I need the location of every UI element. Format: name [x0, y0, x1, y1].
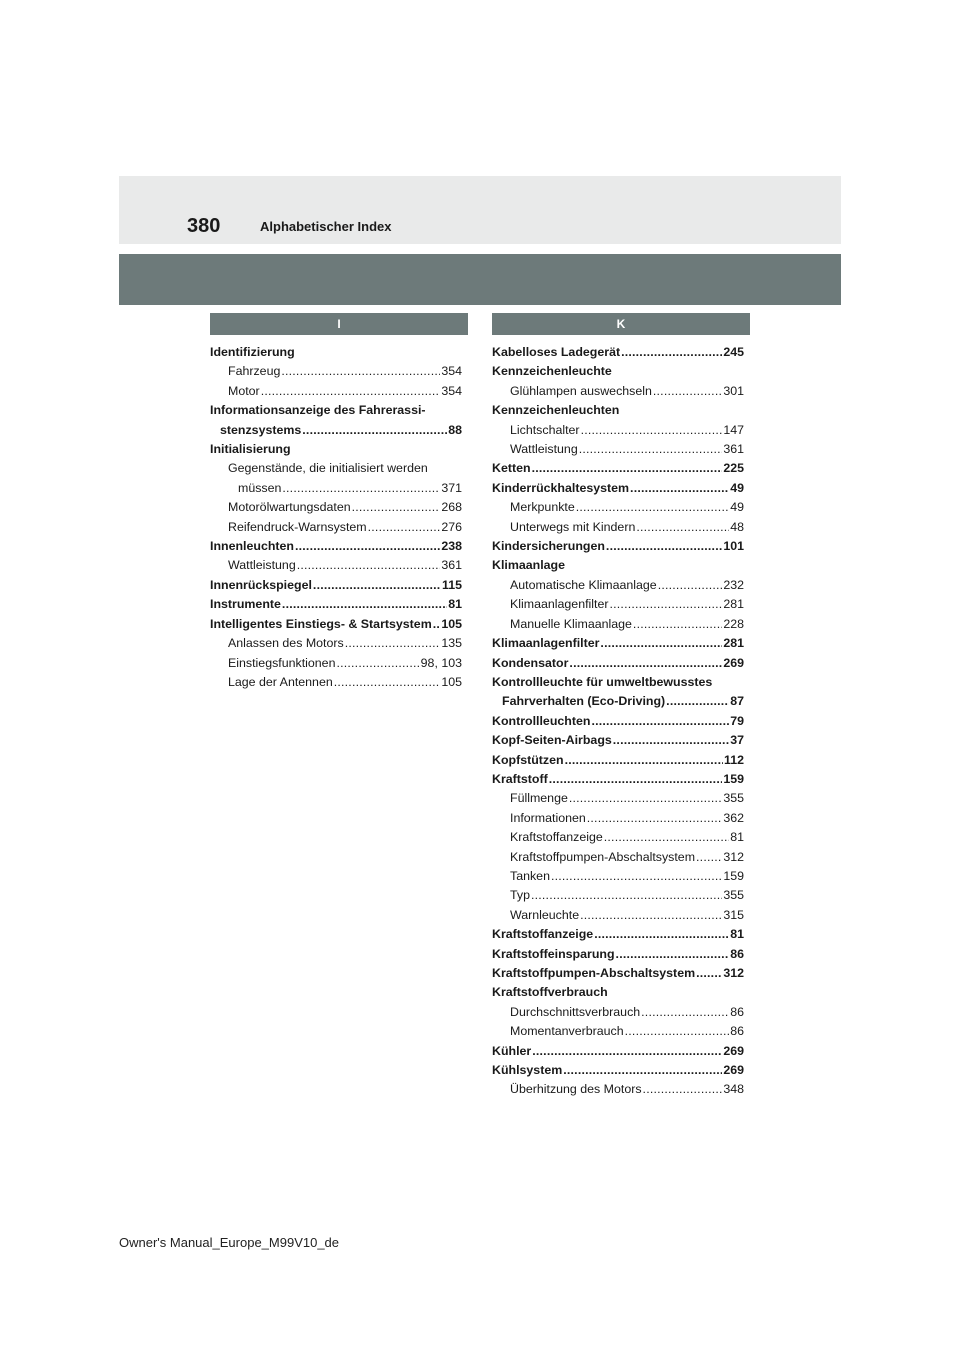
dot-leader	[281, 362, 440, 381]
index-entry	[492, 556, 744, 575]
index-entry-term: Informationsanzeige des Fahrerassi-	[210, 403, 426, 418]
index-entry	[492, 712, 744, 731]
letter-heading-i: I	[210, 313, 468, 335]
index-entry-page: 245	[723, 345, 744, 359]
index-entry	[492, 421, 744, 440]
index-entry-page: 355	[723, 791, 744, 806]
dot-leader	[600, 634, 722, 653]
index-entry-term: Motorölwartungsdaten	[228, 500, 351, 515]
dot-leader	[616, 945, 730, 964]
index-entry-term: Kindersicherungen	[492, 539, 605, 554]
index-entry-term: Wattleistung	[510, 442, 578, 457]
index-entry	[492, 964, 744, 983]
dot-leader	[653, 382, 722, 401]
index-entry-term: Momentanverbrauch	[510, 1024, 624, 1039]
index-entry-term: Kennzeichenleuchte	[492, 364, 612, 379]
index-entry-page: 98, 103	[420, 655, 462, 670]
index-entry	[492, 789, 744, 808]
dot-leader	[610, 595, 723, 614]
index-entry-page: 281	[723, 636, 744, 651]
dot-leader	[563, 1061, 722, 1080]
index-entry	[210, 537, 462, 556]
index-entry-page: 87	[730, 694, 744, 709]
index-entry-page: 312	[723, 849, 744, 864]
index-entry-term: Kraftstoffpumpen-Abschaltsystem	[510, 849, 696, 864]
index-entry-page: 354	[441, 383, 462, 398]
dot-leader	[576, 498, 729, 517]
index-entry-page: 81	[448, 597, 462, 612]
dot-leader	[594, 925, 729, 944]
index-entry-page: 105	[441, 616, 462, 631]
index-entry	[210, 634, 462, 653]
index-entry-page: 81	[730, 927, 744, 942]
dot-leader	[630, 479, 729, 498]
dot-leader	[297, 556, 441, 575]
index-entry-page: 86	[730, 1004, 744, 1019]
index-entry-term: stenzsystems	[220, 422, 302, 437]
index-entry-page: 88	[448, 422, 462, 437]
index-entry-term: Merkpunkte	[510, 500, 575, 515]
index-entry-page: 238	[441, 539, 462, 554]
index-entry	[492, 906, 744, 925]
index-entry-term: Informationen	[510, 810, 586, 825]
index-entry	[492, 576, 744, 595]
index-entry-page: 112	[724, 752, 744, 767]
dot-leader	[295, 537, 440, 556]
index-entry-term: Fahrzeug	[228, 364, 281, 379]
dot-leader	[531, 886, 722, 905]
index-entry-page: 159	[723, 771, 744, 786]
index-entry-term: Initialisierung	[210, 442, 291, 457]
index-entry	[492, 692, 744, 711]
index-entry-page: 281	[723, 597, 744, 612]
index-entry	[492, 809, 744, 828]
index-entry-term: Reifendruck-Warnsystem	[228, 519, 367, 534]
index-entry	[492, 828, 744, 847]
index-entry-page: 361	[723, 442, 744, 457]
page-number: 380	[187, 215, 221, 237]
dot-leader	[641, 1003, 729, 1022]
index-entry	[492, 1042, 744, 1061]
index-entry	[492, 459, 744, 478]
index-entry-term: Kondensator	[492, 655, 569, 670]
dot-leader	[613, 731, 729, 750]
index-entry	[210, 479, 462, 498]
index-entry	[492, 1061, 744, 1080]
index-entry-page: 232	[723, 577, 744, 592]
index-entry-term: Identifizierung	[210, 345, 295, 359]
index-entry-page: 315	[723, 907, 744, 922]
dot-leader	[532, 1042, 722, 1061]
index-entry	[492, 537, 744, 556]
index-entry-page: 135	[441, 636, 462, 651]
index-entry	[210, 401, 462, 420]
index-entry-term: Kopf-Seiten-Airbags	[492, 733, 612, 748]
index-entry-page: 362	[723, 810, 744, 825]
index-entry-term: Intelligentes Einstiegs- & Startsystem	[210, 616, 432, 631]
index-entry	[210, 673, 462, 692]
index-entry-page: 312	[723, 966, 744, 980]
index-entry-term: Kraftstoffanzeige	[492, 927, 594, 942]
index-entry-term: Lage der Antennen	[228, 674, 333, 689]
index-entry	[492, 479, 744, 498]
index-entry	[492, 751, 744, 770]
index-entry-page: 81	[730, 830, 744, 845]
index-entry	[492, 518, 744, 537]
index-entry-term: Kühler	[492, 1043, 532, 1058]
index-entry	[210, 362, 462, 381]
dot-leader	[696, 964, 722, 983]
index-entry-term: müssen	[238, 480, 282, 495]
index-entry	[492, 498, 744, 517]
index-entry	[492, 634, 744, 653]
dot-leader	[579, 440, 723, 459]
index-entry-term: Manuelle Klimaanlage	[510, 616, 632, 631]
dot-leader	[551, 867, 722, 886]
index-entry-page: 86	[730, 1024, 744, 1039]
index-entry-page: 49	[730, 500, 744, 515]
index-entry	[210, 498, 462, 517]
index-entry	[492, 401, 744, 420]
index-entry-term: Durchschnittsverbrauch	[510, 1004, 641, 1019]
index-entry-term: Kopfstützen	[492, 752, 564, 767]
index-entry	[492, 925, 744, 944]
dot-leader	[643, 1080, 723, 1099]
dot-leader	[604, 828, 729, 847]
index-entry	[210, 615, 462, 634]
dot-leader	[313, 576, 441, 595]
index-entry-term: Instrumente	[210, 597, 281, 612]
index-entry-term: Innenrückspiegel	[210, 577, 312, 592]
index-entry-term: Kennzeichenleuchten	[492, 403, 620, 418]
dot-leader	[587, 809, 723, 828]
dot-leader	[636, 518, 729, 537]
index-entry	[492, 1080, 744, 1099]
dot-leader	[591, 712, 729, 731]
index-entry	[210, 343, 462, 362]
dot-leader	[345, 634, 441, 653]
dot-leader	[261, 382, 441, 401]
index-entry	[210, 654, 462, 673]
index-entry-term: Kühlsystem	[492, 1063, 563, 1078]
index-entry	[492, 654, 744, 673]
dot-leader	[282, 479, 440, 498]
index-entry-page: 49	[730, 480, 744, 495]
index-entry	[492, 1003, 744, 1022]
index-entry	[492, 770, 744, 789]
dot-leader	[625, 1022, 730, 1041]
index-entry-page: 355	[723, 888, 744, 903]
dot-leader	[302, 421, 447, 440]
dot-leader	[532, 459, 723, 478]
header-band	[119, 176, 841, 244]
index-entry	[210, 576, 462, 595]
index-entry-term: Wattleistung	[228, 558, 296, 573]
index-entry	[210, 595, 462, 614]
index-entry-page: 348	[723, 1082, 744, 1097]
index-entry	[210, 440, 462, 459]
index-entry	[492, 731, 744, 750]
index-entry	[210, 518, 462, 537]
index-entry	[210, 459, 462, 478]
dot-leader	[549, 770, 723, 789]
index-entry-page: 228	[723, 616, 744, 631]
index-entry-term: Kontrollleuchten	[492, 713, 591, 728]
dot-leader	[666, 692, 729, 711]
dot-leader	[696, 848, 722, 867]
index-entry-page: 269	[723, 655, 744, 670]
index-entry	[492, 615, 744, 634]
index-entry-term: Kraftstoffanzeige	[510, 830, 603, 845]
index-entry-page: 225	[723, 461, 744, 476]
index-column-left	[210, 343, 462, 692]
index-entry-page: 268	[441, 500, 462, 515]
dot-leader	[433, 615, 441, 634]
index-entry-page: 37	[730, 733, 744, 748]
index-entry-page: 276	[441, 519, 462, 534]
dot-leader	[580, 906, 722, 925]
index-entry	[492, 673, 744, 692]
index-entry-term: Kraftstoffeinsparung	[492, 946, 615, 961]
dot-leader	[336, 654, 419, 673]
dot-leader	[352, 498, 441, 517]
index-entry-term: Glühlampen auswechseln	[510, 383, 652, 398]
dot-leader	[565, 751, 723, 770]
index-entry-page: 269	[723, 1043, 744, 1058]
dot-leader	[282, 595, 447, 614]
index-entry-term: Kontrollleuchte für umweltbewusstes	[492, 674, 713, 689]
index-entry-term: Überhitzung des Motors	[510, 1082, 642, 1097]
index-entry	[210, 421, 462, 440]
index-entry-page: 101	[723, 539, 744, 554]
index-entry-term: Anlassen des Motors	[228, 636, 344, 651]
dot-leader	[569, 654, 722, 673]
index-entry-term: Kraftstoff	[492, 771, 548, 786]
index-entry	[492, 945, 744, 964]
index-entry-term: Innenleuchten	[210, 539, 294, 554]
index-entry-page: 361	[441, 558, 462, 573]
index-entry-term: Füllmenge	[510, 791, 568, 806]
index-entry-page: 105	[441, 674, 462, 689]
index-column-right	[492, 343, 744, 1100]
index-entry-page: 147	[723, 422, 744, 437]
section-title: Alphabetischer Index	[260, 219, 392, 234]
index-entry	[492, 867, 744, 886]
index-entry	[492, 595, 744, 614]
index-entry-page: 159	[723, 868, 744, 883]
index-entry-term: Einstiegsfunktionen	[228, 655, 336, 670]
index-entry-term: Klimaanlagenfilter	[492, 636, 600, 651]
index-entry-page: 48	[730, 519, 744, 534]
index-entry-term: Klimaanlagenfilter	[510, 597, 609, 612]
dot-leader	[606, 537, 722, 556]
index-entry	[492, 362, 744, 381]
index-entry-term: Kraftstoffpumpen-Abschaltsystem	[492, 966, 696, 980]
index-entry	[492, 886, 744, 905]
dot-leader	[633, 615, 722, 634]
index-entry-term: Automatische Klimaanlage	[510, 577, 657, 592]
index-entry-term: Kraftstoffverbrauch	[492, 985, 608, 1000]
footer-text: Owner's Manual_Europe_M99V10_de	[119, 1235, 340, 1250]
index-entry-term: Ketten	[492, 461, 531, 476]
index-entry-page: 115	[442, 577, 462, 592]
index-entry-page: 354	[441, 364, 462, 379]
index-entry-term: Gegenstände, die initialisiert werden	[228, 461, 428, 476]
index-entry	[492, 1022, 744, 1041]
index-entry-term: Klimaanlage	[492, 558, 565, 573]
index-entry-page: 86	[730, 946, 744, 961]
index-entry	[492, 382, 744, 401]
dot-leader	[621, 343, 722, 362]
index-entry-term: Unterwegs mit Kindern	[510, 519, 636, 534]
dot-leader	[569, 789, 722, 808]
index-entry-term: Typ	[510, 888, 530, 903]
dot-leader	[334, 673, 441, 692]
index-entry	[492, 440, 744, 459]
index-entry-page: 79	[730, 713, 744, 728]
index-entry	[210, 556, 462, 575]
index-entry-term: Warnleuchte	[510, 907, 580, 922]
index-entry-term: Kabelloses Ladegerät	[492, 345, 621, 359]
index-entry	[492, 848, 744, 867]
index-entry-page: 269	[723, 1063, 744, 1078]
index-entry-term: Tanken	[510, 868, 550, 883]
index-entry	[492, 343, 744, 362]
index-entry	[210, 382, 462, 401]
index-entry-term: Motor	[228, 383, 260, 398]
dot-leader	[658, 576, 723, 595]
index-entry-term: Fahrverhalten (Eco-Driving)	[502, 694, 666, 709]
index-entry-page: 371	[441, 480, 462, 495]
dot-leader	[368, 518, 441, 537]
index-entry-term: Kinderrückhaltesystem	[492, 480, 630, 495]
header-dark-band	[119, 254, 841, 305]
dot-leader	[581, 421, 723, 440]
letter-heading-k: K	[492, 313, 750, 335]
index-entry	[492, 983, 744, 1002]
index-entry-page: 301	[723, 383, 744, 398]
index-entry-term: Lichtschalter	[510, 422, 580, 437]
